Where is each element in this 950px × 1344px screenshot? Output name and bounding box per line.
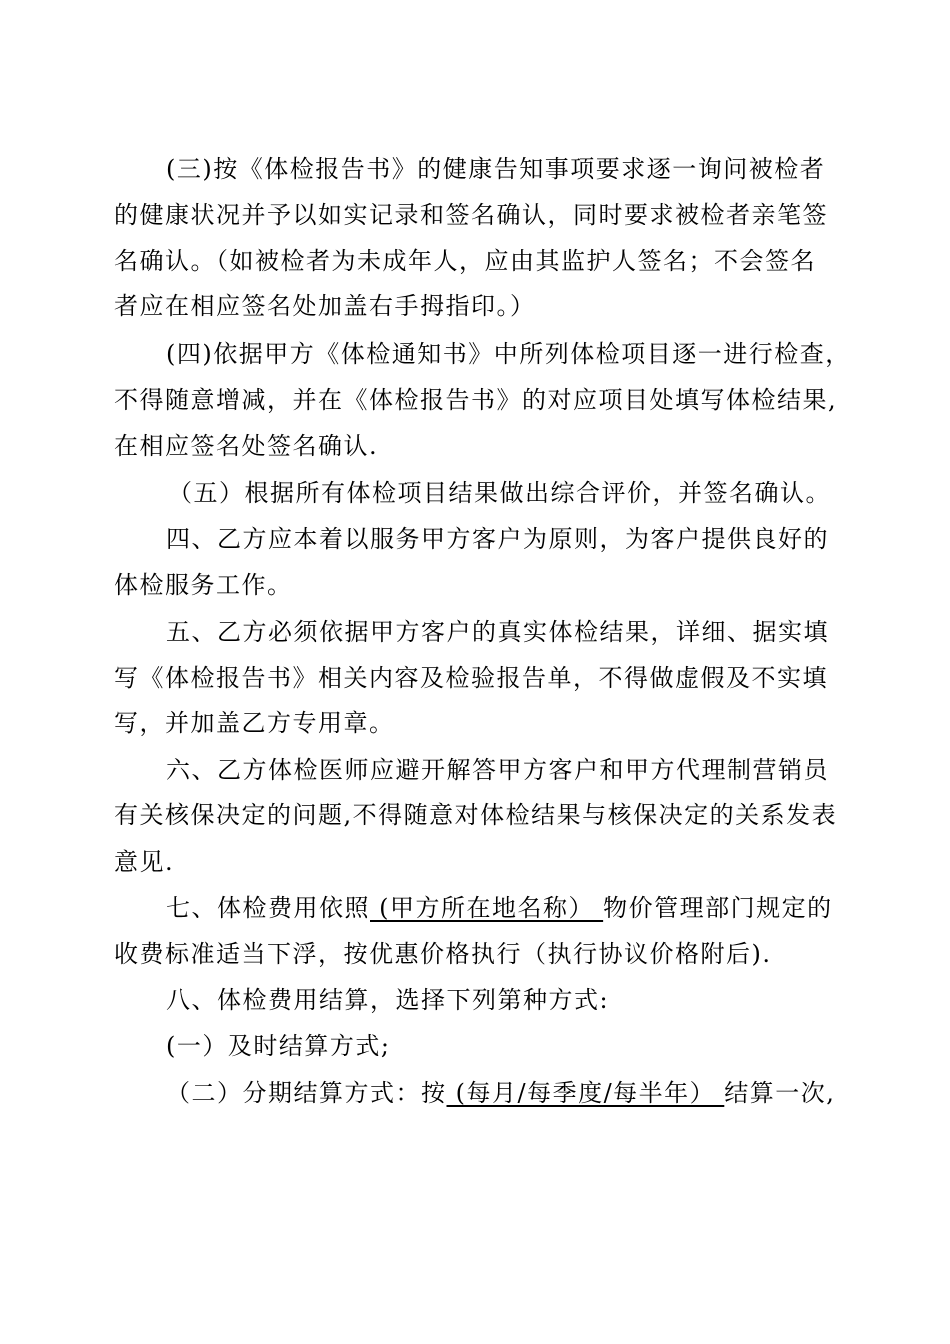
clause-3-line-3: 名确认。（如被检者为未成年人，应由其监护人签名；不会签名 (114, 247, 816, 275)
item-8-option-2-trail: 结算一次, (724, 1079, 836, 1107)
location-name-blank: (甲方所在地名称） (370, 894, 604, 922)
item-5-line-2: 写《体检报告书》相关内容及检验报告单，不得做虚假及不实填 (114, 664, 828, 692)
clause-4-line-2: 不得随意增减，并在《体检报告书》的对应项目处填写体检结果, (114, 386, 838, 414)
item-8-option-2-lead: （二）分期结算方式：按 (166, 1079, 447, 1107)
clause-5-line-1: （五）根据所有体检项目结果做出综合评价，并签名确认。 (168, 479, 831, 507)
item-4-line-2: 体检服务工作。 (114, 571, 293, 599)
item-7-trail-text: 物价管理部门规定的 (603, 894, 833, 922)
item-4-line-1: 四、乙方应本着以服务甲方客户为原则，为客户提供良好的 (166, 525, 829, 553)
item-6-line-3: 意见. (114, 848, 175, 876)
item-8-line-1: 八、体检费用结算，选择下列第种方式: (166, 986, 610, 1014)
clause-4-line-3: 在相应签名处签名确认. (114, 432, 379, 460)
item-5-line-3: 写，并加盖乙方专用章。 (114, 709, 395, 737)
item-5-line-1: 五、乙方必须依据甲方客户的真实体检结果，详细、据实填 (166, 618, 829, 646)
item-6-line-2: 有关核保决定的问题,不得随意对体检结果与核保决定的关系发表 (114, 801, 838, 829)
item-6-line-1: 六、乙方体检医师应避开解答甲方客户和甲方代理制营销员 (166, 756, 829, 784)
clause-3-line-4: 者应在相应签名处加盖右手拇指印。） (114, 292, 536, 320)
item-7-lead-text: 七、体检费用依照 (166, 894, 370, 922)
item-8-option-1: (一）及时结算方式; (166, 1032, 391, 1060)
clause-3-line-1: (三)按《体检报告书》的健康告知事项要求逐一询问被检者 (166, 155, 826, 183)
clause-4-line-1: (四)依据甲方《体检通知书》中所列体检项目逐一进行检查， (166, 340, 851, 368)
item-7-line-2: 收费标准适当下浮，按优惠价格执行（执行协议价格附后). (114, 940, 772, 968)
item-7-line-1 (166, 893, 833, 923)
item-8-option-2 (166, 1078, 835, 1108)
clause-3-line-2: 的健康状况并予以如实记录和签名确认，同时要求被检者亲笔签 (114, 201, 828, 229)
settlement-period-blank: (每月/每季度/每半年） (446, 1079, 725, 1107)
